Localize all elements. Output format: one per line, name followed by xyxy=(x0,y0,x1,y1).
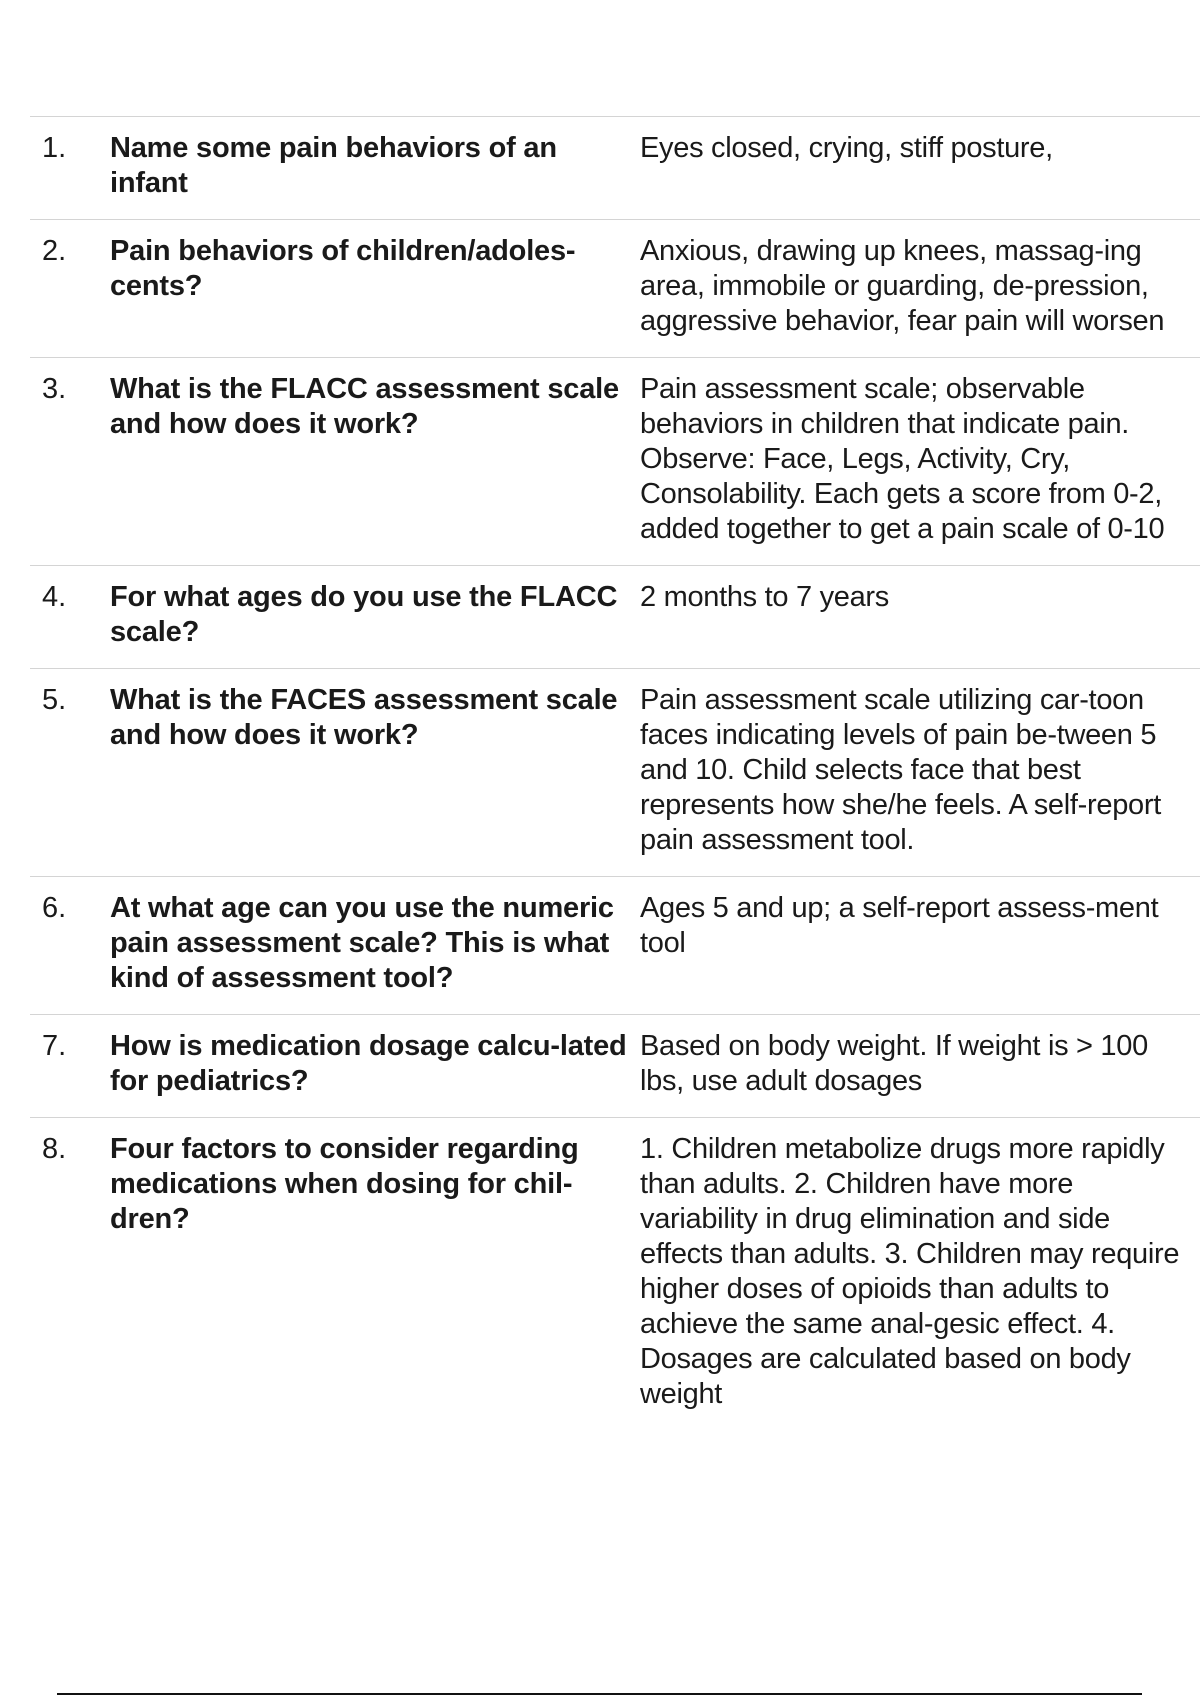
card-term: At what age can you use the numeric pain assessment scale? This is what kind of assessment tool? xyxy=(110,892,614,994)
card-number: 4. xyxy=(42,581,67,613)
flashcard-list xyxy=(30,116,1200,1512)
card-row xyxy=(30,116,1200,219)
card-term: Name some pain behaviors of an infant xyxy=(110,132,557,199)
card-number: 8. xyxy=(42,1133,67,1165)
card-definition: Ages 5 and up; a self-report assess-ment tool xyxy=(640,892,1159,959)
card-number: 7. xyxy=(42,1030,67,1062)
card-row xyxy=(30,668,1200,876)
card-term: For what ages do you use the FLACC scale? xyxy=(110,581,618,648)
card-row xyxy=(30,1014,1200,1117)
card-definition: Based on body weight. If weight is > 100 lbs, use adult dosages xyxy=(640,1030,1148,1097)
card-row xyxy=(30,1117,1200,1430)
card-term: What is the FLACC assessment scale and how does it work? xyxy=(110,373,619,440)
card-definition: 2 months to 7 years xyxy=(640,581,889,613)
card-term: Four factors to consider regarding medications when dosing for chil-dren? xyxy=(110,1133,579,1235)
card-row xyxy=(30,357,1200,565)
card-term: How is medication dosage calcu-lated for pediatrics? xyxy=(110,1030,627,1097)
card-number: 3. xyxy=(42,373,67,405)
card-definition: Eyes closed, crying, stiff posture, xyxy=(640,132,1053,164)
footer-divider xyxy=(57,1693,1142,1695)
card-number: 5. xyxy=(42,684,67,716)
card-definition: 1. Children metabolize drugs more rapidly than adults. 2. Children have more variability in drug elimination and side effects than adults. 3. Children may require higher doses of opioids than adults to achieve the same anal-gesic effect. 4. Dosages are calculated based on body weight xyxy=(640,1133,1180,1410)
card-row xyxy=(30,219,1200,357)
card-number: 2. xyxy=(42,235,67,267)
card-term: What is the FACES assessment scale and how does it work? xyxy=(110,684,618,751)
card-definition: Pain assessment scale utilizing car-toon faces indicating levels of pain be-tween 5 and 10. Child selects face that best represents how she/he feels. A self-report pain assessment tool. xyxy=(640,684,1161,856)
card-definition: Anxious, drawing up knees, massag-ing area, immobile or guarding, de-pression, aggressive behavior, fear pain will worsen xyxy=(640,235,1165,337)
card-row xyxy=(30,876,1200,1014)
card-definition: Pain assessment scale; observable behaviors in children that indicate pain. Observe: Face, Legs, Activity, Cry, Consolability. Each gets a score from 0-2, added together to get a pain scale of 0-10 xyxy=(640,373,1165,545)
card-number: 1. xyxy=(42,132,67,164)
card-row xyxy=(30,565,1200,668)
card-term: Pain behaviors of children/adoles-cents? xyxy=(110,235,576,302)
card-number: 6. xyxy=(42,892,67,924)
